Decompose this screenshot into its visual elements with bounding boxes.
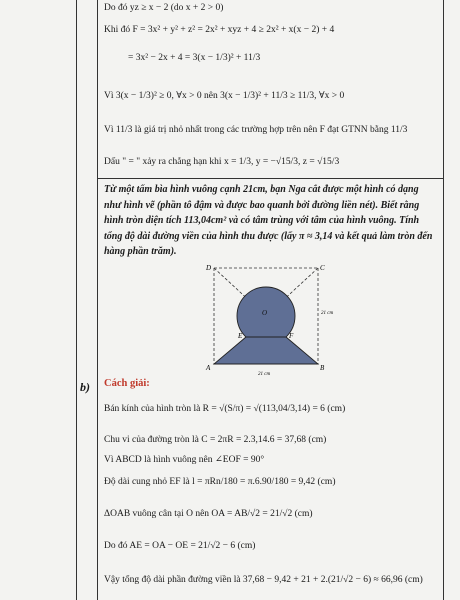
label-O: O — [262, 309, 268, 317]
label-F: F — [289, 332, 294, 340]
row-separator — [97, 178, 443, 179]
top-line-6: Dấu " = " xảy ra chẳng hạn khi x = 1/3, y = −√15/3, z = √15/3 — [104, 157, 340, 167]
label-A: A — [206, 364, 211, 372]
shaded-triangle — [214, 337, 318, 364]
geometry-figure — [196, 262, 346, 382]
solution-line-2: Chu vi của đường tròn là C = 2πR = 2.3,14.6 = 37,68 (cm) — [104, 435, 327, 445]
problem-statement: Từ một tấm bìa hình vuông cạnh 21cm, bạn Nga cắt được một hình có dạng như hình vẽ (phần tô đậm và được bao quanh bởi đường liền nét). Biết rằng hình tròn diện tích 113,04cm² và có tâm trùng với tâm của hình vuông. Tính tổng độ dài đường viền của hình thu được (lấy π ≈ 3,14 và kết quả làm tròn đến hàng phần trăm). — [104, 184, 433, 257]
solution-heading: Cách giải: — [104, 378, 150, 389]
label-B: B — [320, 364, 325, 372]
label-side-bottom: 21 cm — [258, 372, 271, 377]
solution-line-5: ΔOAB vuông cân tại O nên OA = AB/√2 = 21/√2 (cm) — [104, 509, 313, 519]
top-line-1: Do đó yz ≥ x − 2 (do x + 2 > 0) — [104, 3, 224, 13]
solution-line-3: Vì ABCD là hình vuông nên ∠EOF = 90° — [104, 455, 265, 465]
top-line-5: Vì 11/3 là giá trị nhỏ nhất trong các trường hợp trên nên F đạt GTNN bằng 11/3 — [104, 125, 408, 135]
solution-line-1: Bán kính của hình tròn là R = √(S/π) = √(113,04/3,14) = 6 (cm) — [104, 404, 346, 414]
row-label: b) — [80, 380, 90, 394]
solution-line-4: Độ dài cung nhỏ EF là l = πRn/180 = π.6.90/180 = 9,42 (cm) — [104, 477, 336, 487]
table-divider-left — [76, 0, 77, 600]
solution-line-7: Vậy tổng độ dài phần đường viền là 37,68 − 9,42 + 21 + 2.(21/√2 − 6) ≈ 66,96 (cm) — [104, 575, 423, 585]
label-side-right: 21 cm — [321, 311, 334, 316]
top-line-4: Vì 3(x − 1/3)² ≥ 0, ∀x > 0 nên 3(x − 1/3)² + 11/3 ≥ 11/3, ∀x > 0 — [104, 91, 345, 101]
label-D: D — [206, 264, 212, 272]
top-line-3: = 3x² − 2x + 4 = 3(x − 1/3)² + 11/3 — [128, 53, 261, 63]
label-E: E — [238, 332, 243, 340]
table-divider-mid — [97, 0, 98, 600]
table-divider-right — [443, 0, 444, 600]
solution-line-6: Do đó AE = OA − OE = 21/√2 − 6 (cm) — [104, 541, 256, 551]
top-line-2: Khi đó F = 3x² + y² + z² = 2x² + xyz + 4 ≥ 2x² + x(x − 2) + 4 — [104, 25, 335, 35]
label-C: C — [320, 264, 325, 272]
